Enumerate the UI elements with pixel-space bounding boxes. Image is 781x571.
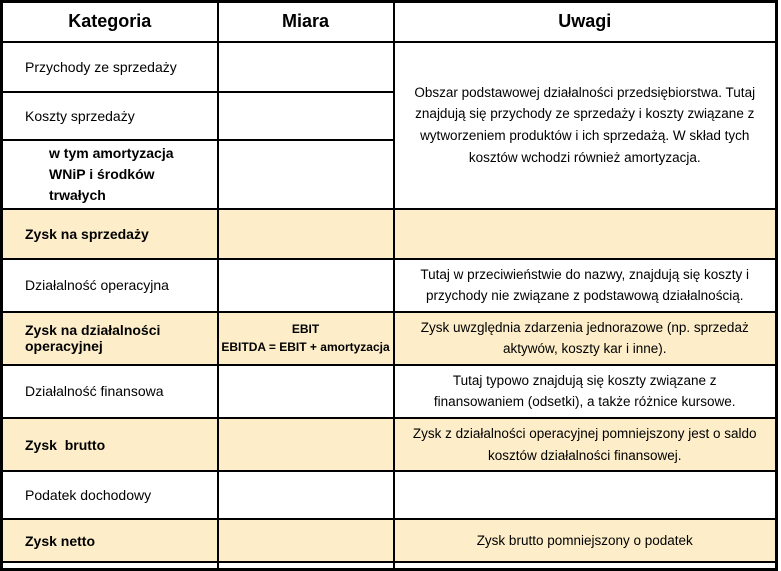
partial-cell-measure xyxy=(218,562,394,569)
category-koszty-sprzedazy: Koszty sprzedaży xyxy=(2,92,218,140)
measure-dzialalnosc-finansowa xyxy=(218,365,394,418)
measure-podatek-dochodowy xyxy=(218,471,394,519)
category-podatek-dochodowy: Podatek dochodowy xyxy=(2,471,218,519)
row-przychody-ze-sprzedazy xyxy=(2,42,777,92)
header-row xyxy=(2,2,777,42)
row-dzialalnosc-operacyjna xyxy=(2,259,777,312)
measure-przychody-ze-sprzedazy xyxy=(218,42,394,92)
header-miara: Miara xyxy=(218,2,394,42)
row-zysk-netto xyxy=(2,519,777,562)
category-zysk-na-dzialalnosci-operacyjnej: Zysk na działalności operacyjnej xyxy=(2,312,218,365)
measure-ebitda-line: EBITDA = EBIT + amortyzacja xyxy=(221,340,390,355)
note-podatek-dochodowy xyxy=(394,471,777,519)
category-dzialalnosc-operacyjna: Działalność operacyjna xyxy=(2,259,218,312)
category-amortyzacja-wnip: w tym amortyzacja WNiP i środków trwałych xyxy=(2,140,218,209)
note-zysk-na-dzialalnosci-operacyjnej: Zysk uwzględnia zdarzenia jednorazowe (np. sprzedaż aktywów, koszty kar i inne). xyxy=(394,312,777,365)
measure-zysk-na-sprzedazy xyxy=(218,209,394,259)
category-zysk-brutto: Zysk brutto xyxy=(2,418,218,471)
row-podatek-dochodowy xyxy=(2,471,777,519)
partial-cell-notes xyxy=(394,562,777,569)
note-dzialalnosc-finansowa: Tutaj typowo znajdują się koszty związane z finansowaniem (odsetki), a także różnice kursowe. xyxy=(394,365,777,418)
category-przychody-ze-sprzedazy: Przychody ze sprzedaży xyxy=(2,42,218,92)
note-merged-core-business: Obszar podstawowej działalności przedsiębiorstwa. Tutaj znajdują się przychody ze sprzedaży i koszty związane z wytworzeniem produktów i ich sprzedażą. W skład tych kosztów wchodzi również amortyzacja. xyxy=(394,42,777,209)
measure-ebit-ebitda xyxy=(218,312,394,365)
note-zysk-netto: Zysk brutto pomniejszony o podatek xyxy=(394,519,777,562)
measure-dzialalnosc-operacyjna xyxy=(218,259,394,312)
header-uwagi: Uwagi xyxy=(394,2,777,42)
category-dzialalnosc-finansowa: Działalność finansowa xyxy=(2,365,218,418)
measure-amortyzacja-wnip xyxy=(218,140,394,209)
category-zysk-na-sprzedazy: Zysk na sprzedaży xyxy=(2,209,218,259)
row-zysk-na-dzialalnosci-operacyjnej xyxy=(2,312,777,365)
row-zysk-brutto xyxy=(2,418,777,471)
note-zysk-brutto: Zysk z działalności operacyjnej pomniejszony jest o saldo kosztów działalności finansowej. xyxy=(394,418,777,471)
measure-zysk-netto xyxy=(218,519,394,562)
row-zysk-na-sprzedazy xyxy=(2,209,777,259)
note-dzialalnosc-operacyjna: Tutaj w przeciwieństwie do nazwy, znajdują się koszty i przychody nie związane z podstawową działalnością. xyxy=(394,259,777,312)
measure-koszty-sprzedazy xyxy=(218,92,394,140)
category-zysk-netto: Zysk netto xyxy=(2,519,218,562)
note-zysk-na-sprzedazy xyxy=(394,209,777,259)
row-dzialalnosc-finansowa xyxy=(2,365,777,418)
partial-cell-category xyxy=(2,562,218,569)
measure-zysk-brutto xyxy=(218,418,394,471)
header-kategoria: Kategoria xyxy=(2,2,218,42)
partial-row xyxy=(2,562,777,569)
measure-ebit-line: EBIT xyxy=(291,321,320,336)
